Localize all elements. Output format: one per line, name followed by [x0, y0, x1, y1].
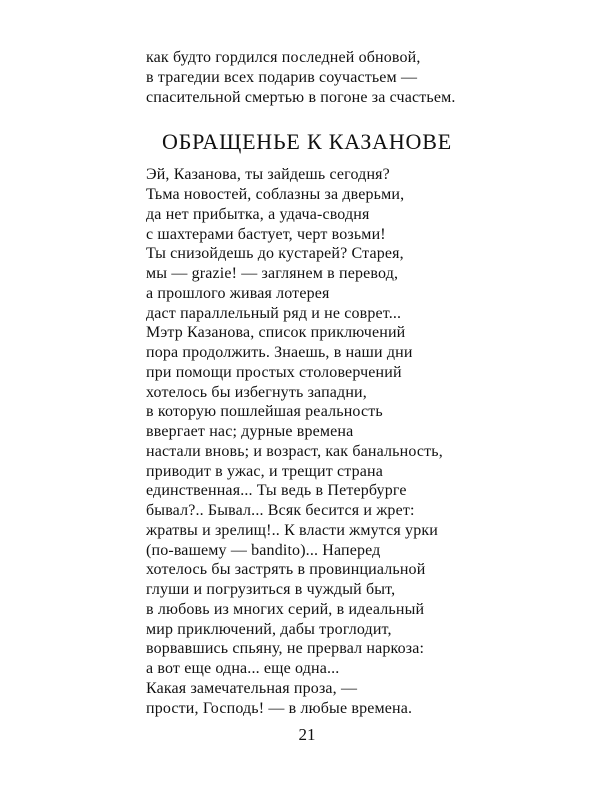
verse-line: ворвавшись спьяну, не прервал наркоза:	[146, 640, 425, 657]
verse-line: Какая замечательная проза, —	[146, 680, 358, 697]
verse-line: а прошлого живая лотерея	[146, 285, 330, 302]
stanza-5	[146, 481, 476, 561]
verse-line: жратвы и зрелищ!.. К власти жмутся урки	[146, 522, 438, 539]
verse-line: а вот еще одна... еще одна...	[146, 660, 340, 677]
verse-line: как будто гордился последней обновой,	[146, 49, 421, 66]
verse-line: приводит в ужас, и трещит страна	[146, 463, 383, 480]
verse-line: хотелось бы избегнуть западни,	[146, 384, 367, 401]
verse-line: Ты снизойдешь до кустарей? Старея,	[146, 245, 404, 262]
verse-line: настали вновь; и возраст, как банальность,	[146, 443, 443, 460]
page-number: 21	[298, 725, 316, 744]
verse-line: Мэтр Казанова, список приключений	[146, 324, 406, 341]
verse-line: да нет прибытка, а удача-сводня	[146, 206, 370, 223]
verse-line: мир приключений, дабы троглодит,	[146, 621, 392, 638]
verse-line: мы — grazie! — заглянем в перевод,	[146, 265, 399, 282]
verse-line: в которую пошлейшая реальность	[146, 403, 383, 420]
verse-line: Тьма новостей, соблазны за дверьми,	[146, 186, 405, 203]
verse-line: даст параллельный ряд и не соврет...	[146, 305, 402, 322]
stanza-3	[146, 323, 476, 403]
verse-line: глуши и погрузиться в чуждый быт,	[146, 581, 396, 598]
verse-line: с шахтерами бастует, черт возьми!	[146, 226, 386, 243]
verse-line: Эй, Казанова, ты зайдешь сегодня?	[146, 166, 390, 183]
stanza-1	[146, 165, 476, 245]
stanza-6	[146, 560, 476, 640]
stanza-7	[146, 639, 476, 719]
preceding-poem-ending	[146, 48, 476, 108]
stanza-2	[146, 244, 476, 324]
stanza-4	[146, 402, 476, 482]
verse-line: хотелось бы застрять в провинциальной	[146, 561, 426, 578]
verse-line: при помощи простых столоверчений	[146, 364, 402, 381]
verse-line: пора продолжить. Знаешь, в наши дни	[146, 344, 413, 361]
verse-line: ввергает нас; дурные времена	[146, 423, 354, 440]
verse-line: в любовь из многих серий, в идеальный	[146, 601, 425, 618]
verse-line: (по-вашему — bandito)... Наперед	[146, 542, 381, 559]
verse-line: спасительной смертью в погоне за счастьем.	[146, 89, 456, 106]
verse-line: прости, Господь! — в любые времена.	[146, 700, 413, 717]
verse-line: единственная... Ты ведь в Петербурге	[146, 482, 407, 499]
verse-line: в трагедии всех подарив соучастьем —	[146, 69, 418, 86]
verse-line: бывал?.. Бывал... Всяк бесится и жрет:	[146, 502, 415, 519]
poem-title: ОБРАЩЕНЬЕ К КАЗАНОВЕ	[162, 129, 452, 154]
